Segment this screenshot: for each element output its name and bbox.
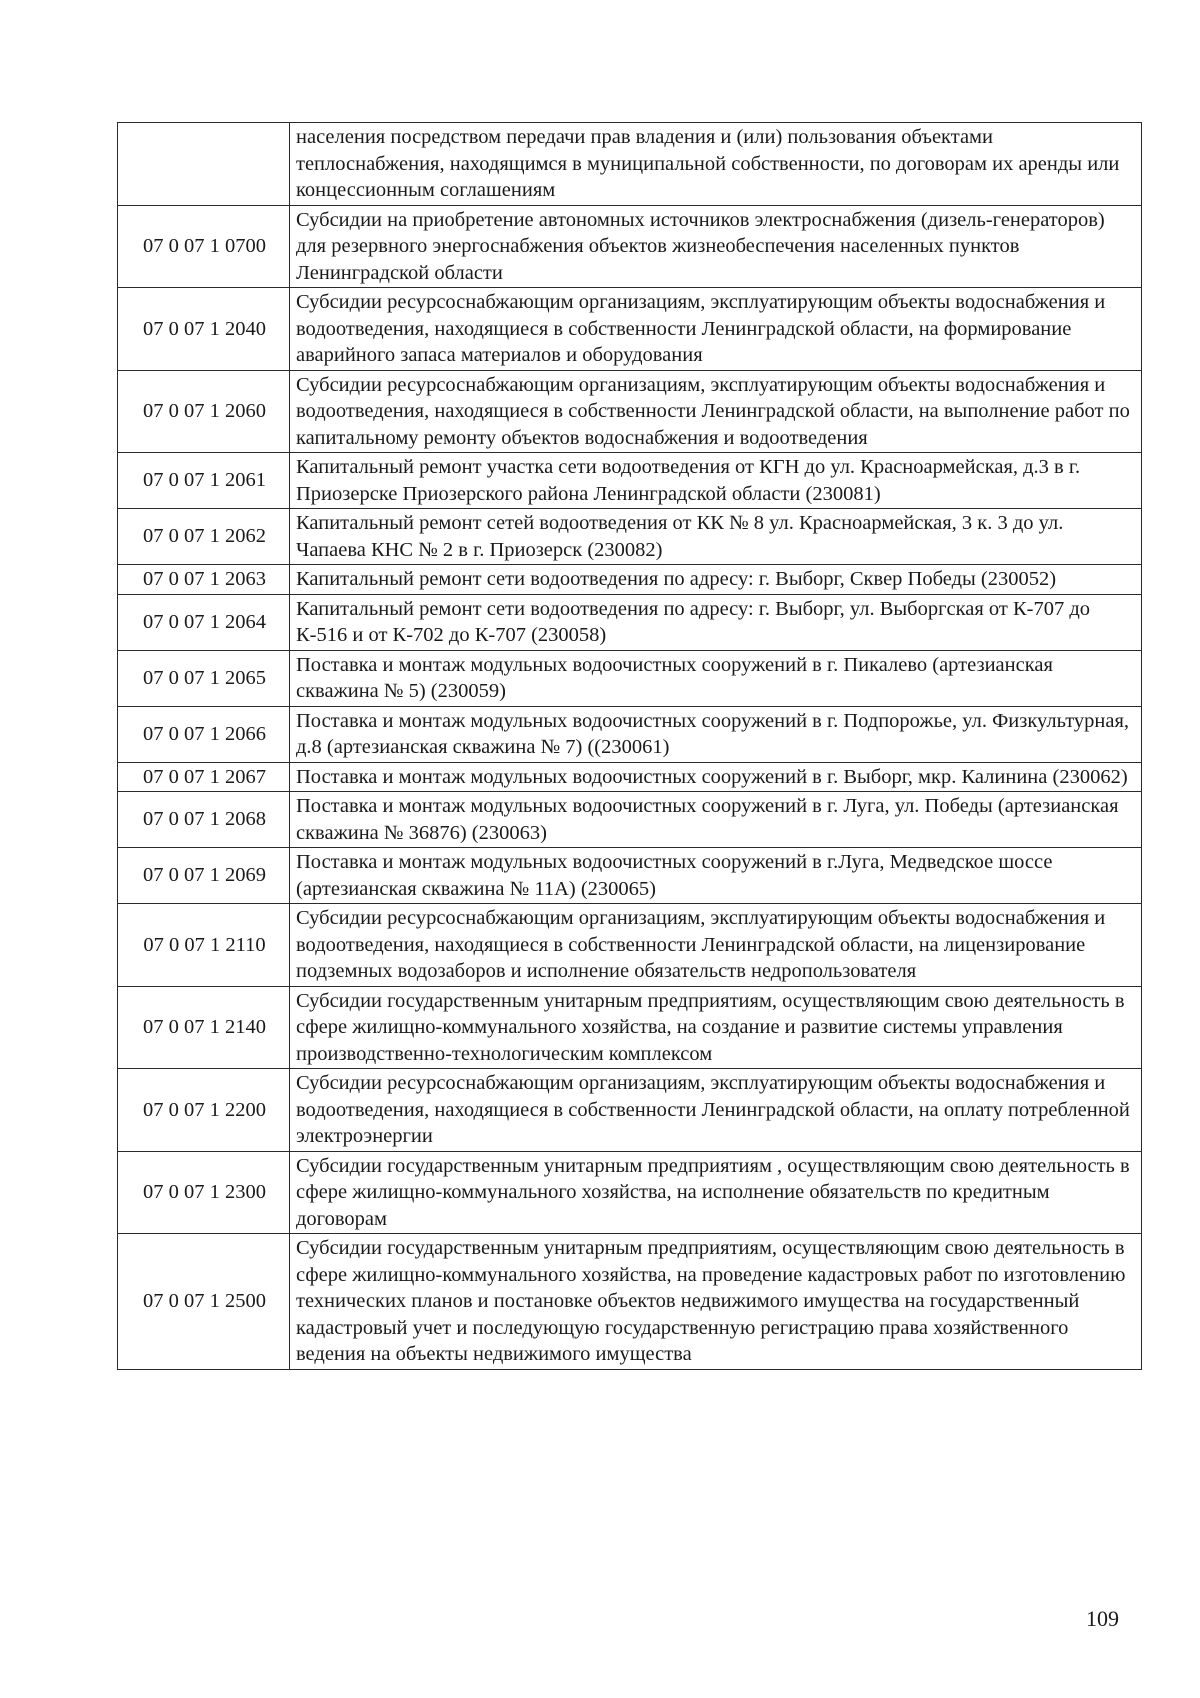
table-row (118, 565, 1142, 595)
table-row (118, 123, 1142, 206)
table-row (118, 650, 1142, 706)
budget-code-cell: 07 0 07 1 2065 (118, 650, 290, 706)
description-cell: Субсидии ресурсоснабжающим организациям, эксплуатирующим объекты водоснабжения и водоотведения, находящиеся в собственности Ленинградской области, на выполнение работ по капитальному ремонту объектов водоснабжения и водоотведения (290, 370, 1142, 453)
description-cell: Поставка и монтаж модульных водоочистных сооружений в г. Луга, ул. Победы (артезианская скважина № 36876) (230063) (290, 792, 1142, 848)
description-cell: Субсидии государственным унитарным предприятиям, осуществляющим свою деятельность в сфере жилищно-коммунального хозяйства, на создание и развитие системы управления производственно-технологическим комплексом (290, 986, 1142, 1069)
budget-code-cell: 07 0 07 1 2061 (118, 453, 290, 509)
budget-classification-table (117, 122, 1142, 1370)
description-cell: Поставка и монтаж модульных водоочистных сооружений в г. Пикалево (артезианская скважина № 5) (230059) (290, 650, 1142, 706)
budget-code-cell: 07 0 07 1 2500 (118, 1234, 290, 1370)
budget-code-cell: 07 0 07 1 2069 (118, 848, 290, 904)
table-row (118, 509, 1142, 565)
budget-code-cell: 07 0 07 1 2060 (118, 370, 290, 453)
budget-code-cell: 07 0 07 1 2040 (118, 288, 290, 371)
budget-code-cell (118, 123, 290, 206)
table-row (118, 370, 1142, 453)
page-number: 109 (1086, 1606, 1119, 1631)
table-row (118, 1151, 1142, 1234)
table-row (118, 986, 1142, 1069)
description-cell: Субсидии ресурсоснабжающим организациям, эксплуатирующим объекты водоснабжения и водоотведения, находящиеся в собственности Ленинградской области, на оплату потребленной электроэнергии (290, 1069, 1142, 1152)
table-body (118, 123, 1142, 1370)
table-row (118, 205, 1142, 288)
table-row (118, 594, 1142, 650)
budget-code-cell: 07 0 07 1 2300 (118, 1151, 290, 1234)
table-row (118, 288, 1142, 371)
table-row (118, 1069, 1142, 1152)
table-row (118, 904, 1142, 987)
description-cell: Поставка и монтаж модульных водоочистных сооружений в г. Подпорожье, ул. Физкультурная, д.8 (артезианская скважина № 7) ((230061) (290, 706, 1142, 762)
budget-code-cell: 07 0 07 1 2140 (118, 986, 290, 1069)
description-cell: Субсидии государственным унитарным предприятиям, осуществляющим свою деятельность в сфере жилищно-коммунального хозяйства, на проведение кадастровых работ по изготовлению технических планов и постановке объектов недвижимого имущества на государственный кадастровый учет и последующую государственную регистрацию права хозяйственного ведения на объекты недвижимого имущества (290, 1234, 1142, 1370)
budget-code-cell: 07 0 07 1 2067 (118, 762, 290, 792)
table-row (118, 1234, 1142, 1370)
budget-code-cell: 07 0 07 1 2063 (118, 565, 290, 595)
description-cell: Субсидии государственным унитарным предприятиям , осуществляющим свою деятельность в сфере жилищно-коммунального хозяйства, на исполнение обязательств по кредитным договорам (290, 1151, 1142, 1234)
description-cell: Субсидии ресурсоснабжающим организациям, эксплуатирующим объекты водоснабжения и водоотведения, находящиеся в собственности Ленинградской области, на лицензирование подземных водозаборов и исполнение обязательств недропользователя (290, 904, 1142, 987)
budget-classification-table-wrapper (117, 122, 1142, 1370)
table-row (118, 453, 1142, 509)
table-row (118, 706, 1142, 762)
table-row (118, 762, 1142, 792)
budget-code-cell: 07 0 07 1 2068 (118, 792, 290, 848)
table-row (118, 848, 1142, 904)
description-cell: Поставка и монтаж модульных водоочистных сооружений в г.Луга, Медведское шоссе (артезианская скважина № 11А) (230065) (290, 848, 1142, 904)
budget-code-cell: 07 0 07 1 2062 (118, 509, 290, 565)
table-row (118, 792, 1142, 848)
description-cell: Поставка и монтаж модульных водоочистных сооружений в г. Выборг, мкр. Калинина (230062) (290, 762, 1142, 792)
budget-code-cell: 07 0 07 1 2110 (118, 904, 290, 987)
description-cell: Капитальный ремонт участка сети водоотведения от КГН до ул. Красноармейская, д.3 в г. Приозерске Приозерского района Ленинградской области (230081) (290, 453, 1142, 509)
budget-code-cell: 07 0 07 1 2200 (118, 1069, 290, 1152)
budget-code-cell: 07 0 07 1 2064 (118, 594, 290, 650)
description-cell: Капитальный ремонт сети водоотведения по адресу: г. Выборг, Сквер Победы (230052) (290, 565, 1142, 595)
description-cell: Субсидии ресурсоснабжающим организациям, эксплуатирующим объекты водоснабжения и водоотведения, находящиеся в собственности Ленинградской области, на формирование аварийного запаса материалов и оборудования (290, 288, 1142, 371)
budget-code-cell: 07 0 07 1 0700 (118, 205, 290, 288)
description-cell: Субсидии на приобретение автономных источников электроснабжения (дизель-генераторов) для резервного энергоснабжения объектов жизнеобеспечения населенных пунктов Ленинградской области (290, 205, 1142, 288)
description-cell: населения посредством передачи прав владения и (или) пользования объектами теплоснабжения, находящимся в муниципальной собственности, по договорам их аренды или концессионным соглашениям (290, 123, 1142, 206)
description-cell: Капитальный ремонт сети водоотведения по адресу: г. Выборг, ул. Выборгская от К-707 до К-516 и от К-702 до К-707 (230058) (290, 594, 1142, 650)
description-cell: Капитальный ремонт сетей водоотведения от КК № 8 ул. Красноармейская, 3 к. 3 до ул. Чапаева КНС № 2 в г. Приозерск (230082) (290, 509, 1142, 565)
budget-code-cell: 07 0 07 1 2066 (118, 706, 290, 762)
